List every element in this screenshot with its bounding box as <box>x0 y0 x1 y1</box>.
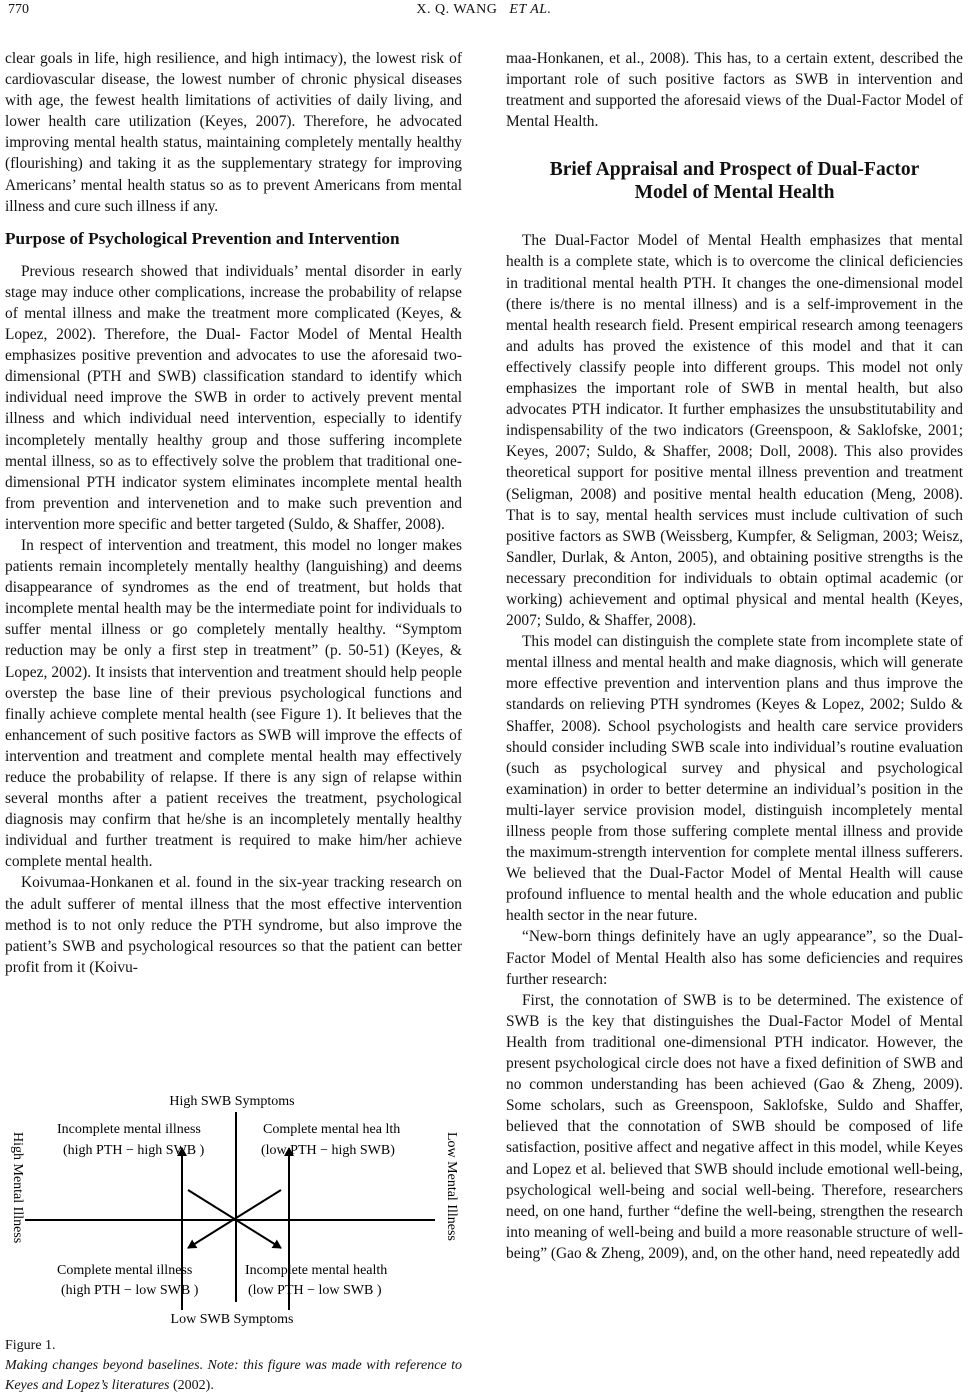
figure-caption-year: (2002). <box>173 1378 214 1393</box>
figure-1-caption <box>5 1336 462 1396</box>
right-paragraph-4: “New-born things definitely have an ugly appearance”, so the Dual-Factor Model of Mental Health also has some deficiencies and requires further research: <box>506 928 963 988</box>
right-paragraph-3: This model can distinguish the complete state from incomplete state of mental illness and mental health and make diagnosis, which will generate more effective prevention and intervention plans and thus improve the standards on relieving PTH syndromes (Keyes & Lopez, 2002; Suldo & Shaffer, 2008). School psychologists and health care service providers should consider including SWB scale into individual’s routine evaluation (such as psychological survey and physical and psychological examination) in order to better determine an individual’s position in the multi-layer service provision model, distinguish incompletely mental illness people from those suffering complete mental illness and provide the maximum-strength intervention for complete mental illness sufferers. We believed that the Dual-Factor Model of Mental Health will cause profound influence to mental health and the whole education and public health sector in the near future. <box>506 633 963 925</box>
section-heading-line-2: Model of Mental Health <box>634 182 835 204</box>
left-paragraph-3: In respect of intervention and treatment, this model no longer makes patients remain incompletely mentally healthy (languishing) and deems disappearance of syndromes as the end of treatment, but holds that incomplete mental health may be the intermediate point for individuals to suffer mental illness or go completely mentally healthy. “Symptom reduction may be only a first step in treatment” (p. 50-51) (Keyes, & Lopez, 2002). It insists that intervention and treatment should help people overstep the base line of their previous psychological functions and finally achieve complete mental health (see Figure 1). It believes that the enhancement of such positive factors as SWB will improve the effects of intervention and treatment and complete mental health may effectively reduce the probability of relapse. If there is any sign of relapse within several months after a patient receives the treatment, psychological diagnosis may confirm that he/she is an incompletely mentally healthy individual and further treatment is required to make him/her achieve complete mental health. <box>5 536 462 871</box>
quadrant-br-sub: (low PTH − low SWB ) <box>248 1283 382 1298</box>
label-high-swb: High SWB Symptoms <box>169 1094 295 1109</box>
figure-1-diagram <box>5 1090 462 1330</box>
label-low-mental-illness: Low Mental Illness <box>444 1132 459 1241</box>
page-number: 770 <box>8 2 29 17</box>
section-heading-appraisal <box>506 158 963 204</box>
label-low-swb: Low SWB Symptoms <box>170 1312 294 1327</box>
left-paragraph-4: Koivumaa-Honkanen et al. found in the six-year tracking research on the adult sufferer of mental illness that the most effective intervention method is to not only reduce the PTH syndrome, but also improve the patient’s SWB and psychological resources so that the patient can better profit from it (Koivu- <box>5 874 462 976</box>
right-paragraph-5: First, the connotation of SWB is to be determined. The existence of SWB is the key that distinguishes the Dual-Factor Model of Mental Health from traditional one-dimensional PTH indicator. However, the present psychological circle does not have a fixed definition of SWB and no common understanding has been achieved (Gao & Zheng, 2009). Some scholars, such as Greenspoon, Saklofske, Suldo and Shaffer, believed that the connotation of SWB should be composed of life satisfaction, positive affect and negative affect in this model, while Keyes and Lopez et al. believed that SWB should include emotional well-being, psychological well-being and social well-being. Therefore, researchers need, on one hand, further “define the well-being, strengthen the research into meaning of well-being and build a more reasonable structure of well-being” (Gao & Zheng, 2009), and, on the other hand, need repeatedly add <box>506 991 963 1262</box>
quadrant-tl-title: Incomplete mental illness <box>57 1122 201 1137</box>
left-paragraph-1: clear goals in life, high resilience, and high intimacy), the lowest risk of cardiovascular disease, the lowest number of chronic physical diseases with age, the fewest health limitations of activities of daily living, and lower health care utilization (Keyes, 2007). Therefore, he advocated improving mental health status, maintaining completely mentally healthy (flourishing) and taking it as the supplementary strategy for improving Americans’ mental health status so as to prevent Americans from mental illness and cure such illness if any. <box>5 50 462 215</box>
right-paragraph-1: maa-Honkanen, et al., 2008). This has, to a certain extent, described the important role of such positive factors as SWB in intervention and treatment and supported the aforesaid views of the Dual-Factor Model of Mental Health. <box>506 50 963 131</box>
left-column <box>5 48 462 978</box>
quadrant-bl-sub: (high PTH − low SWB ) <box>61 1283 199 1298</box>
section-heading-purpose: Purpose of Psychological Prevention and Intervention <box>5 228 400 248</box>
running-title-author: X. Q. WANG <box>416 2 498 17</box>
figure-caption-label: Figure 1. <box>5 1338 56 1353</box>
quadrant-br-title: Incomplete mental health <box>245 1263 388 1278</box>
running-title-etal: ET AL. <box>509 2 552 17</box>
section-heading-line-1: Brief Appraisal and Prospect of Dual-Factor <box>549 159 920 181</box>
quadrant-tr-sub: (low PTH − high SWB) <box>261 1143 395 1158</box>
running-title <box>0 2 968 18</box>
figure-caption-note-text: Making changes beyond baselines. Note: this figure was made with reference to Keyes and Lopez’s literatures <box>5 1358 462 1393</box>
right-column <box>506 48 963 1264</box>
right-paragraph-2: The Dual-Factor Model of Mental Health emphasizes that mental health is a complete state, which is to overcome the clinical deficiencies in traditional mental health PTH. It changes the one-dimensional model (there is/there is no mental illness) and is a self-improvement in the mental health research field. Present empirical research among teenagers and adults has proved the existence of this model and that it can effectively classify people into different groups. This model not only emphasizes the important role of SWB in mental health, but also advocates PTH indicator. It further emphasizes the unsubstitutability and indispensability of the two indicators (Greenspoon, & Saklofske, 2001; Keyes, 2007; Suldo, & Shaffer, 2008; Doll, 2008). This also provides theoretical support for positive mental illness prevention and treatment (Seligman, 2008) and positive mental health education (Meng, 2008). That is to say, mental health services must include cultivation of such positive factors as SWB (Weissberg, Kumpfer, & Seligman, 2003; Weisz, Sandler, Durlak, & Anton, 2005), and obtaining positive strengths is the necessary precondition for individuals to obtain optimal academic (or working) achievement and optimal physical and mental health (Keyes, 2007; Suldo, & Shaffer, 2008). <box>506 232 963 630</box>
quadrant-bl-title: Complete mental illness <box>57 1263 193 1278</box>
quadrant-tr-title: Complete mental hea lth <box>263 1122 401 1137</box>
figure-caption-note <box>5 1356 462 1396</box>
quadrant-tl-sub: (high PTH − high SWB ) <box>63 1143 205 1158</box>
left-paragraph-2: Previous research showed that individuals’ mental disorder in early stage may induce other complications, increase the probability of relapse of mental illness and make the treatment more complicated (Keyes, & Lopez, 2002). Therefore, the Dual- Factor Model of Mental Health emphasizes positive prevention and advocates to use the aforesaid two-dimensional (PTH and SWB) classification standard to identify which individual need improve the SWB in order to actively prevent mental illness and which individual need intervention, especially to identify incompletely mentally healthy group and those suffering incomplete mental illness, so as to effectively solve the problem that traditional one-dimensional PTH indicator system eliminates incomplete mental health from prevention and intervenetion and to make such prevention and intervention more specific and better targeted (Suldo, & Shaffer, 2008). <box>5 262 462 533</box>
label-high-mental-illness: High Mental Illness <box>10 1132 25 1244</box>
